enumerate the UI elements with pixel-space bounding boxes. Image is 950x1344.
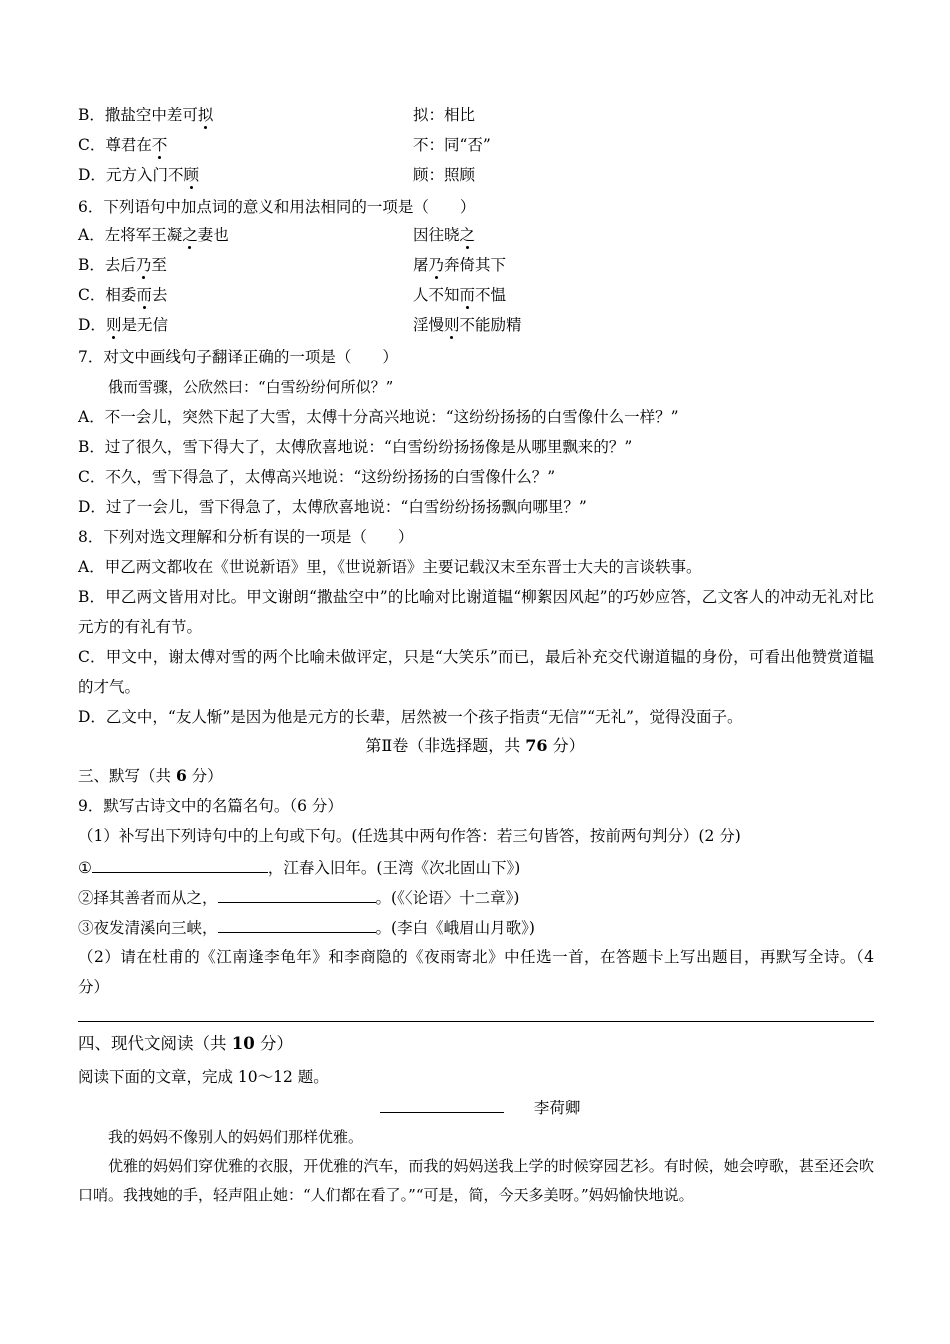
article-paragraph-2: 优雅的妈妈们穿优雅的衣服，开优雅的汽车，而我的妈妈送我上学的时候穿园艺衫。有时候，她会哼歌，甚至还会吹口哨。我拽她的手，轻声阻止她：“人们都在看了。”“可是，简，今天多美呀。”妈妈愉快地说。 <box>78 1157 874 1204</box>
q7-option-d: D．过了一会儿，雪下得急了，太傅欣喜地说：“白雪纷纷扬扬飘向哪里？” <box>78 498 587 516</box>
divider-line <box>78 1021 874 1022</box>
q5-option-c: C．尊君在不 <box>78 136 168 154</box>
q8-option-b: B．甲乙两文皆用对比。甲文谢朗“撒盐空中”的比喻对比谢道韫“柳絮因风起”的巧妙应答，乙文客人的冲动无礼对比元方的有礼有节。 <box>78 588 874 636</box>
q6-option-d-right: 淫慢则不能励精 <box>413 316 522 334</box>
q9-sub1: （1）补写出下列诗句中的上句或下句。(任选其中两句作答：若三句皆答，按前两句判分）(2 分) <box>78 827 741 845</box>
q6-option-d-left: D．则是无信 <box>78 316 168 334</box>
article-author: 李荷卿 <box>533 1099 581 1117</box>
title-blank[interactable] <box>380 1096 504 1113</box>
article-paragraph-1: 我的妈妈不像别人的妈妈们那样优雅。 <box>108 1128 364 1146</box>
answer-blank-1[interactable] <box>92 856 268 873</box>
q8-option-c: C．甲文中，谢太傅对雪的两个比喻未做评定，只是“大笑乐”而已，最后补充交代谢道韫的身份，可看出他赞赏道韫的才气。 <box>78 648 874 696</box>
q9-item-1: ① ，江春入旧年。(王湾《次北固山下》) <box>78 856 520 879</box>
q6-option-b-left: B．去后乃至 <box>78 256 167 274</box>
article-title-line <box>380 1096 580 1119</box>
q5-option-d: D．元方入门不顾 <box>78 166 199 184</box>
section-4-heading: 四、现代文阅读（共 10 分） <box>78 1034 293 1053</box>
answer-blank-2[interactable] <box>218 886 376 903</box>
q6-option-c-left: C．相委而去 <box>78 286 168 304</box>
volume-2-heading: 第Ⅱ卷（非选择题，共 76 分） <box>365 736 585 755</box>
q7-quote: 俄而雪骤，公欣然曰：“白雪纷纷何所似？” <box>108 378 394 396</box>
q5-option-c-gloss: 不：同“否” <box>413 136 491 154</box>
q6-option-b-right: 屠乃奔倚其下 <box>413 256 507 274</box>
q7-stem: 7．对文中画线句子翻译正确的一项是（ ） <box>78 348 398 366</box>
q9-stem: 9．默写古诗文中的名篇名句。（6 分） <box>78 797 343 815</box>
answer-blank-3[interactable] <box>218 916 376 933</box>
q6-option-a-left: A．左将军王凝之妻也 <box>78 226 229 244</box>
q7-option-b: B．过了很久，雪下得大了，太傅欣喜地说：“白雪纷纷扬扬像是从哪里飘来的？” <box>78 438 633 456</box>
q9-sub2: （2）请在杜甫的《江南逢李龟年》和李商隐的《夜雨寄北》中任选一首，在答题卡上写出题目，再默写全诗。（4 分） <box>78 948 874 996</box>
q7-option-c: C．不久，雪下得急了，太傅高兴地说：“这纷纷扬扬的白雪像什么？” <box>78 468 556 486</box>
section-3-heading: 三、默写（共 6 分） <box>78 766 223 785</box>
q9-item-3: ③夜发清溪向三峡， 。(李白《峨眉山月歌》) <box>78 916 535 939</box>
q8-stem: 8．下列对选文理解和分析有误的一项是（ ） <box>78 528 414 546</box>
q7-option-a: A．不一会儿，突然下起了大雪，太傅十分高兴地说：“这纷纷扬扬的白雪像什么一样？” <box>78 408 679 426</box>
reading-intro: 阅读下面的文章，完成 10～12 题。 <box>78 1068 329 1086</box>
q5-option-b: B．撒盐空中差可拟 <box>78 106 214 124</box>
q6-stem: 6．下列语句中加点词的意义和用法相同的一项是（ ） <box>78 198 476 216</box>
q5-option-d-gloss: 顾：照顾 <box>413 166 476 184</box>
q6-option-a-right: 因往晓之 <box>413 226 476 244</box>
q8-option-d: D．乙文中，“友人惭”是因为他是元方的长辈，居然被一个孩子指责“无信”“无礼”，觉得没面子。 <box>78 708 743 726</box>
q5-option-b-gloss: 拟：相比 <box>413 106 476 124</box>
q6-option-c-right: 人不知而不愠 <box>413 286 507 304</box>
q8-option-a: A．甲乙两文都收在《世说新语》里，《世说新语》主要记载汉末至东晋士大夫的言谈轶事。 <box>78 558 702 576</box>
q9-item-2: ②择其善者而从之， 。(《〈论语〉十二章》) <box>78 886 519 909</box>
